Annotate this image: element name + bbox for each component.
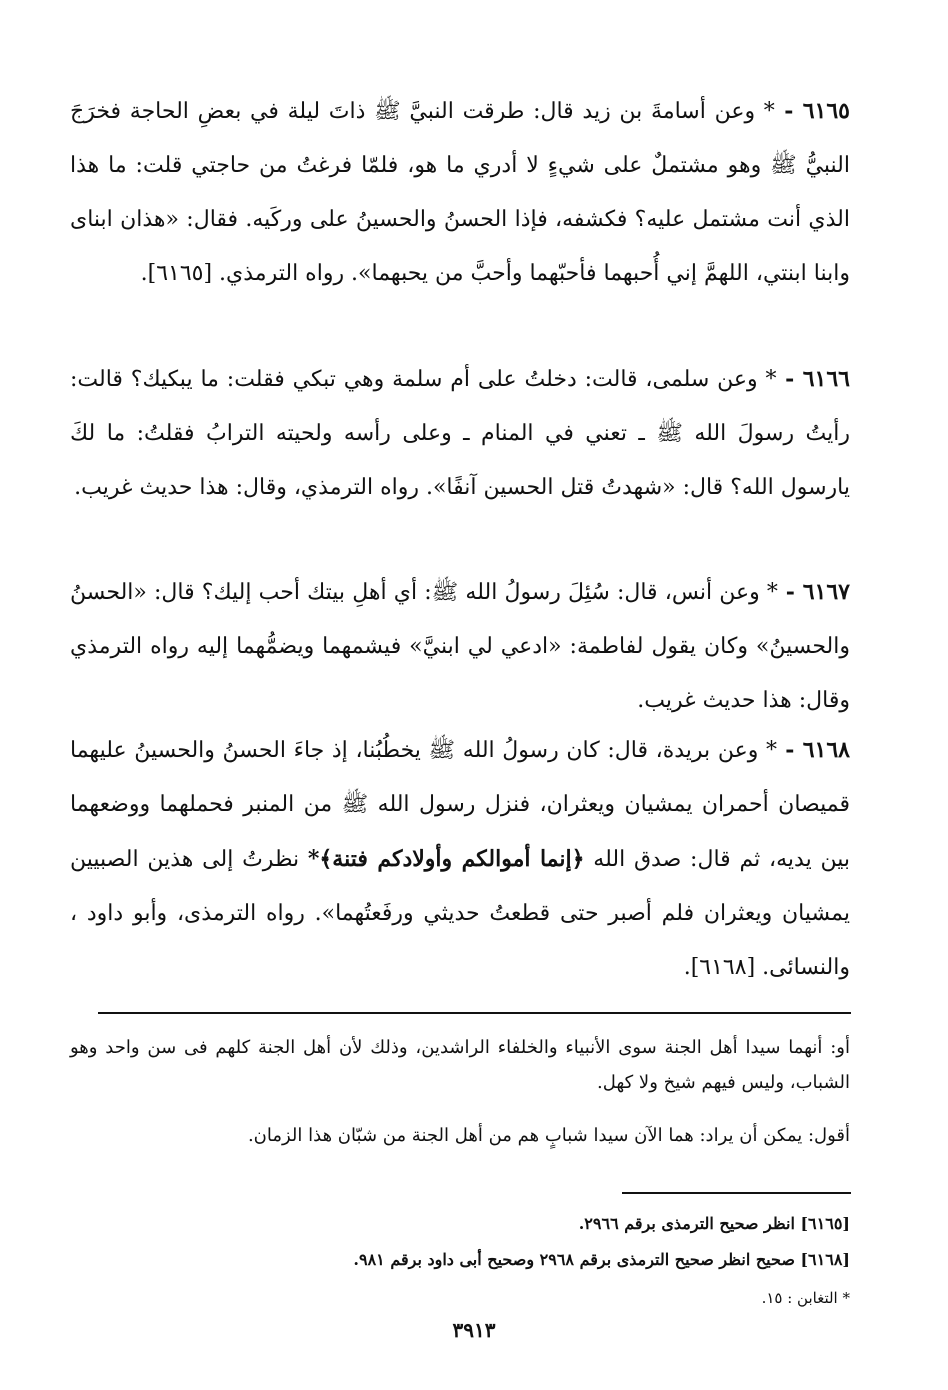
page-number: ٣٩١٣ — [452, 1318, 496, 1342]
hadith-text-continued: نظرتُ إلى هذين الصبيين يمشيان ويعثران فلم أصبر حتى قطعتُ حديثي ورفَعتُهما». رواه الترمذى، وأبو داود ، والنسائى. [٦١٦٨]. — [70, 847, 850, 980]
commentary-divider — [98, 1012, 851, 1014]
hadith-text: * وعن سلمى، قالت: دخلتُ على أم سلمة وهي تبكي فقلت: ما يبكيك؟ قالت: رأيتُ رسولَ الله ﷺ ـ تعني في المنام ـ وعلى رأسه ولحيته الترابُ فقلتُ: ما لكَ يارسول الله؟ قال: «شهدتُ قتل الحسين آنفًا». رواه الترمذي، وقال: هذا حديث غريب. — [70, 367, 850, 500]
hadith-6165 — [70, 84, 850, 301]
footnote: * التغابن : ١٥. — [761, 1289, 850, 1307]
hadith-text: * وعن أنس، قال: سُئِلَ رسولُ الله ﷺ: أي أهلِ بيتك أحب إليك؟ قال: «الحسنُ والحسينُ» وكان يقول لفاطمة: «ادعي لي ابنيَّ» فيشمهما ويضمُّهما إليه رواه الترمذي وقال: هذا حديث غريب. — [70, 580, 850, 713]
hadith-6166 — [70, 352, 850, 515]
footnote: [٦١٦٨] صحيح انظر صحيح الترمذى برقم ٢٩٦٨ وصحيح أبى داود برقم ٩٨١. — [353, 1250, 850, 1269]
hadith-number: ٦١٦٧ - — [777, 579, 850, 605]
hadith-number: ٦١٦٥ - — [774, 98, 850, 124]
footnote-divider — [622, 1192, 851, 1194]
hadith-text: * وعن أسامةَ بن زيد قال: طرقت النبيَّ ﷺ ذاتَ ليلة في بعضِ الحاجة فخرَجَ النبيُّ ﷺ وهو مشتملٌ على شيءٍ لا أدري ما هو، فلمّا فرغتُ من حاجتي قلت: ما هذا الذي أنت مشتمل عليه؟ فكشفه، فإذا الحسنُ والحسينُ على وركَيه. فقال: «هذان ابناى وابنا ابنتي، اللهمَّ إني أُحبهما فأحبّهما وأحبَّ من يحبهما». رواه الترمذي. [٦١٦٥]. — [70, 99, 850, 286]
quran-verse: ﴿إنما أموالكم وأولادكم فتنة﴾* — [307, 846, 585, 872]
footnote: [٦١٦٥] انظر صحيح الترمذى برقم ٢٩٦٦. — [578, 1214, 850, 1233]
commentary-paragraph: أقول: يمكن أن يراد: هما الآن سيدا شبابٍ هم من أهل الجنة من شبّان هذا الزمان. — [247, 1125, 850, 1146]
hadith-text: * وعن بريدة، قال: كان رسولُ الله ﷺ يخطُبُنا، إذ جاءَ الحسنُ والحسينُ عليهما قميصان أحمران يمشيان ويعثران، فنزل رسول الله ﷺ من المنبر فحملهما ووضعهما بين يديه، ثم قال: صدق الله — [70, 738, 850, 872]
hadith-6168 — [70, 723, 850, 995]
commentary-paragraph: أو: أنهما سيدا أهل الجنة سوى الأنبياء والخلفاء الراشدين، وذلك لأن أهل الجنة كلهم فى سن واحد وهو الشباب، وليس فيهم شيخ ولا كهل. — [70, 1037, 850, 1093]
hadith-number: ٦١٦٨ - — [776, 737, 850, 763]
hadith-6167 — [70, 565, 850, 728]
hadith-number: ٦١٦٦ - — [776, 366, 850, 392]
